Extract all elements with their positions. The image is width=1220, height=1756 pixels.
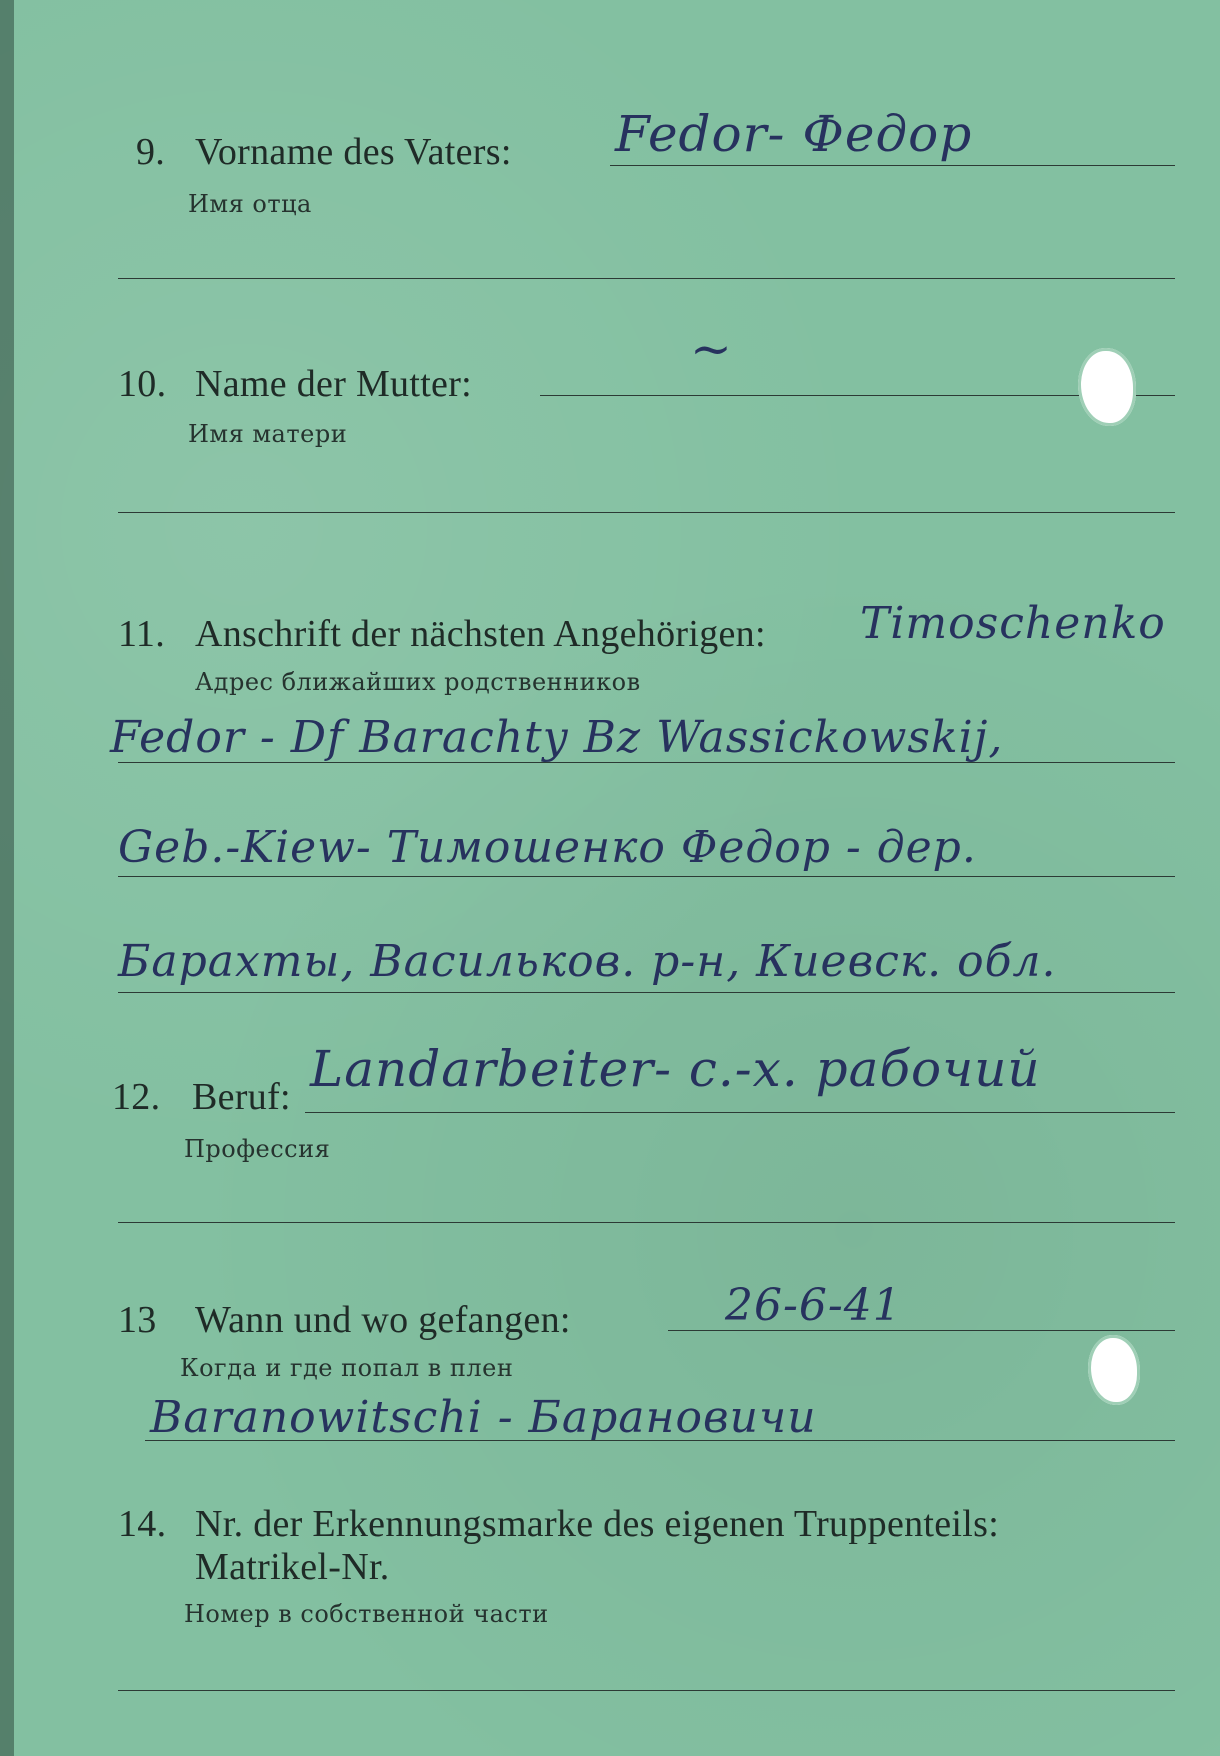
card-edge [0,0,14,1756]
field-9-extra-line [118,278,1175,279]
punch-hole-upper [1078,348,1136,426]
field-10-label-ru: Имя матери [188,420,348,448]
field-10-value: ~ [690,320,733,378]
field-12-number: 12. [112,1076,161,1118]
field-13-value: 26-6-41 [725,1280,902,1331]
field-11-continuation-3: Барахты, Васильков. р-н, Киевск. обл. [118,936,1057,987]
field-10-label: Name der Mutter: [195,363,473,405]
field-14-label-line2: Matrikel-Nr. [195,1546,390,1588]
field-10-number: 10. [118,363,167,405]
field-11-label-ru: Адрес ближайших родственников [195,668,641,696]
field-13-label-ru: Когда и где попал в плен [180,1354,514,1382]
field-11-value: Timoschenko [860,598,1166,649]
field-9-value: Fedor- Федор [615,105,973,163]
field-13-label: Wann und wo gefangen: [195,1299,571,1341]
field-11-continuation-2: Geb.-Kiew- Тимошенко Федор - дер. [118,822,977,873]
field-14-line [118,1690,1175,1691]
field-14-label: Nr. der Erkennungsmarke des eigenen Truppenteils: [195,1503,1000,1545]
field-14-number: 14. [118,1503,167,1545]
field-11-line-2 [118,876,1175,877]
field-9-line [610,165,1175,166]
field-9-label-ru: Имя отца [188,190,312,218]
field-10-extra-line [118,512,1175,513]
field-9-number: 9. [136,131,166,173]
field-11-line-1 [118,762,1175,763]
field-9-label: Vorname des Vaters: [195,131,512,173]
field-13-number: 13 [118,1299,157,1341]
field-14-label-ru: Номер в собственной части [184,1600,549,1628]
field-11-number: 11. [118,613,165,655]
field-13-line-2 [145,1440,1175,1441]
field-12-extra-line [118,1222,1175,1223]
field-12-label: Beruf: [192,1076,291,1118]
field-12-label-ru: Профессия [184,1135,331,1163]
field-11-line-3 [118,992,1175,993]
field-11-label: Anschrift der nächsten Angehörigen: [195,613,766,655]
field-12-value: Landarbeiter- с.-х. рабочий [310,1040,1041,1098]
punch-hole-lower [1088,1335,1140,1405]
field-12-line [305,1112,1175,1113]
field-11-continuation-1: Fedor - Df Barachty Bz Wassickowskij, [110,712,1004,763]
field-13-value-line2: Baranowitschi - Барановичи [150,1392,817,1443]
